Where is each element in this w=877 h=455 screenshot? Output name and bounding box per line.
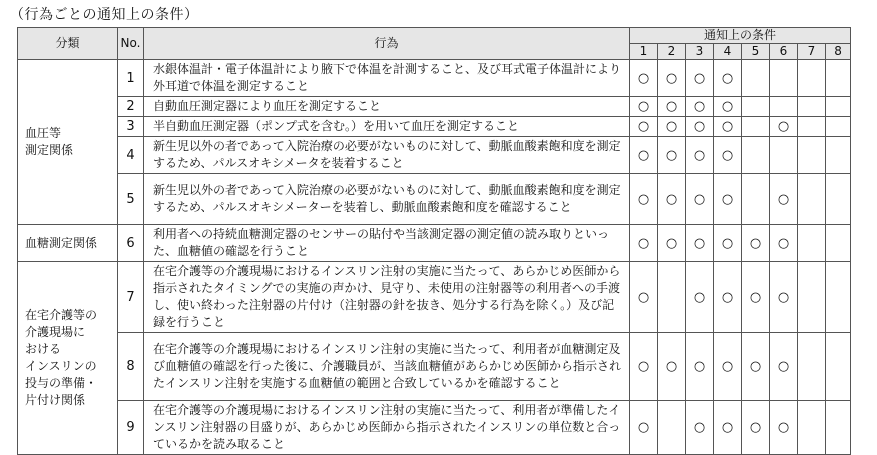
condition-mark: ○ <box>714 401 742 455</box>
table-row <box>18 333 851 401</box>
condition-mark: ○ <box>714 225 742 262</box>
condition-mark: ○ <box>770 333 798 401</box>
condition-empty <box>798 60 826 97</box>
condition-empty <box>826 333 851 401</box>
condition-mark: ○ <box>714 117 742 137</box>
condition-mark: ○ <box>714 262 742 333</box>
no-header: No. <box>118 28 144 60</box>
condition-number-header: 4 <box>714 44 742 60</box>
condition-mark: ○ <box>630 401 658 455</box>
condition-empty <box>826 137 851 174</box>
condition-empty <box>798 225 826 262</box>
condition-number-header: 7 <box>798 44 826 60</box>
condition-mark: ○ <box>686 97 714 117</box>
condition-mark: ○ <box>630 60 658 97</box>
condition-mark: ○ <box>686 333 714 401</box>
conditions-header: 通知上の条件 <box>630 28 851 44</box>
condition-mark: ○ <box>686 225 714 262</box>
condition-mark: ○ <box>742 333 770 401</box>
condition-mark: ○ <box>630 225 658 262</box>
condition-mark: ○ <box>686 117 714 137</box>
table-row <box>18 401 851 455</box>
row-number: 1 <box>118 60 144 97</box>
condition-mark: ○ <box>770 174 798 225</box>
condition-mark: ○ <box>686 60 714 97</box>
condition-mark: ○ <box>658 60 686 97</box>
row-number: 5 <box>118 174 144 225</box>
action-text: 新生児以外の者であって入院治療の必要がないものに対して、動脈血酸素飽和度を測定するため、パルスオキシメーターを装着し、動脈血酸素飽和度を確認すること <box>144 174 630 225</box>
condition-empty <box>826 97 851 117</box>
condition-mark: ○ <box>658 225 686 262</box>
row-number: 6 <box>118 225 144 262</box>
action-text: 在宅介護等の介護現場におけるインスリン注射の実施に当たって、あらかじめ医師から指示されたタイミングでの実施の声かけ、見守り、未使用の注射器等の利用者への手渡し、使い終わった注射器の片付け（注射器の針を抜き、処分する行為を除く。）及び記録を行うこと <box>144 262 630 333</box>
condition-mark: ○ <box>686 262 714 333</box>
action-text: 利用者への持続血糖測定器のセンサーの貼付や当該測定器の測定値の読み取りといった、血糖値の確認を行うこと <box>144 225 630 262</box>
action-text: 在宅介護等の介護現場におけるインスリン注射の実施に当たって、利用者が準備したインスリン注射器の目盛りが、あらかじめ医師から指示されたインスリンの単位数と合っているかを読み取ること <box>144 401 630 455</box>
condition-empty <box>798 117 826 137</box>
condition-mark: ○ <box>630 97 658 117</box>
condition-mark: ○ <box>714 333 742 401</box>
condition-empty <box>798 401 826 455</box>
condition-empty <box>798 97 826 117</box>
condition-number-header: 2 <box>658 44 686 60</box>
category-cell: 在宅介護等の 介護現場に おける インスリンの 投与の準備・ 片付け関係 <box>18 262 118 455</box>
condition-mark: ○ <box>658 117 686 137</box>
table-row <box>18 97 851 117</box>
table-row <box>18 137 851 174</box>
category-cell: 血糖測定関係 <box>18 225 118 262</box>
table-caption: （行為ごとの通知上の条件） <box>10 7 199 23</box>
category-header: 分類 <box>18 28 118 60</box>
condition-mark: ○ <box>770 225 798 262</box>
condition-mark: ○ <box>658 333 686 401</box>
condition-empty <box>826 174 851 225</box>
row-number: 9 <box>118 401 144 455</box>
condition-empty <box>770 60 798 97</box>
action-text: 水銀体温計・電子体温計により腋下で体温を計測すること、及び耳式電子体温計により外耳道で体温を測定すること <box>144 60 630 97</box>
action-header: 行為 <box>144 28 630 60</box>
condition-mark: ○ <box>714 97 742 117</box>
condition-mark: ○ <box>630 262 658 333</box>
condition-empty <box>658 401 686 455</box>
condition-empty <box>826 117 851 137</box>
condition-mark: ○ <box>630 117 658 137</box>
condition-mark: ○ <box>658 137 686 174</box>
condition-mark: ○ <box>714 60 742 97</box>
condition-empty <box>798 262 826 333</box>
condition-mark: ○ <box>630 137 658 174</box>
action-text: 在宅介護等の介護現場におけるインスリン注射の実施に当たって、利用者が血糖測定及び血糖値の確認を行った後に、介護職員が、当該血糖値があらかじめ医師から指示されたインスリン注射を実施する血糖値の範囲と合致しているかを確認すること <box>144 333 630 401</box>
condition-empty <box>826 225 851 262</box>
condition-empty <box>826 60 851 97</box>
condition-empty <box>658 262 686 333</box>
condition-number-header: 1 <box>630 44 658 60</box>
action-text: 新生児以外の者であって入院治療の必要がないものに対して、動脈血酸素飽和度を測定するため、パルスオキシメータを装着すること <box>144 137 630 174</box>
condition-empty <box>770 137 798 174</box>
condition-empty <box>742 117 770 137</box>
action-text: 自動血圧測定器により血圧を測定すること <box>144 97 630 117</box>
condition-mark: ○ <box>686 401 714 455</box>
condition-mark: ○ <box>714 137 742 174</box>
condition-mark: ○ <box>658 97 686 117</box>
action-text: 半自動血圧測定器（ポンプ式を含む。）を用いて血圧を測定すること <box>144 117 630 137</box>
condition-number-header: 6 <box>770 44 798 60</box>
condition-empty <box>826 262 851 333</box>
condition-empty <box>742 60 770 97</box>
condition-mark: ○ <box>630 174 658 225</box>
row-number: 8 <box>118 333 144 401</box>
condition-mark: ○ <box>742 401 770 455</box>
condition-mark: ○ <box>658 174 686 225</box>
condition-number-header: 3 <box>686 44 714 60</box>
condition-mark: ○ <box>630 333 658 401</box>
condition-mark: ○ <box>742 262 770 333</box>
row-number: 3 <box>118 117 144 137</box>
condition-empty <box>826 401 851 455</box>
table-row <box>18 225 851 262</box>
condition-empty <box>742 174 770 225</box>
conditions-table <box>17 27 851 455</box>
table-row <box>18 262 851 333</box>
condition-empty <box>798 333 826 401</box>
condition-empty <box>770 97 798 117</box>
condition-number-header: 8 <box>826 44 851 60</box>
category-cell: 血圧等 測定関係 <box>18 60 118 225</box>
condition-mark: ○ <box>770 262 798 333</box>
condition-empty <box>742 97 770 117</box>
row-number: 4 <box>118 137 144 174</box>
row-number: 7 <box>118 262 144 333</box>
condition-empty <box>742 137 770 174</box>
condition-empty <box>798 137 826 174</box>
table-row <box>18 117 851 137</box>
condition-mark: ○ <box>714 174 742 225</box>
table-row <box>18 174 851 225</box>
condition-mark: ○ <box>770 117 798 137</box>
condition-empty <box>798 174 826 225</box>
condition-mark: ○ <box>742 225 770 262</box>
table-row <box>18 60 851 97</box>
condition-mark: ○ <box>770 401 798 455</box>
row-number: 2 <box>118 97 144 117</box>
condition-mark: ○ <box>686 137 714 174</box>
condition-mark: ○ <box>686 174 714 225</box>
condition-number-header: 5 <box>742 44 770 60</box>
